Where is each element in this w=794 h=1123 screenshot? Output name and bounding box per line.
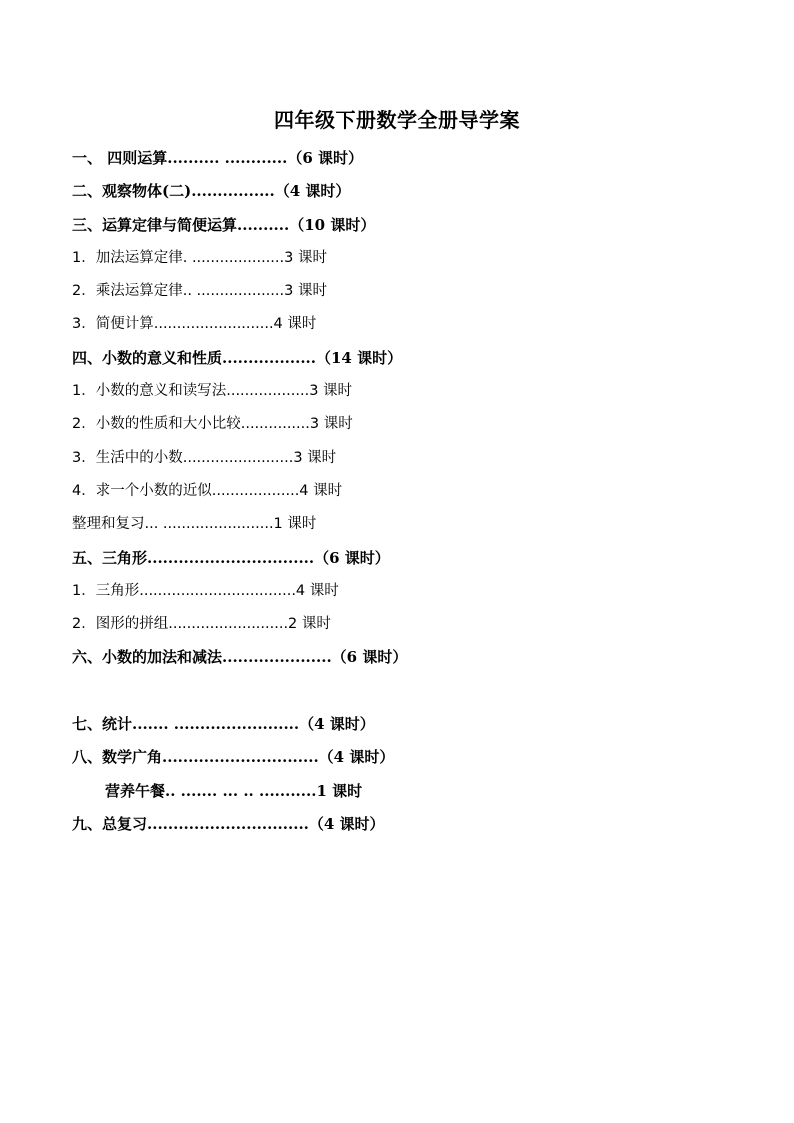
toc-unit-3-item-2: 2．乘法运算定律.. ...................3 课时 xyxy=(72,283,327,300)
toc-spacer xyxy=(72,681,752,714)
toc-unit-9: 九、总复习...............................（4 课时） xyxy=(72,814,385,833)
toc-unit-8-item-1: 营养午餐.. ....... ... .. ...........1 课时 xyxy=(105,781,363,800)
toc-unit-4-item-3: 3．生活中的小数........................3 课时 xyxy=(72,449,337,466)
toc-unit-3-item-1: 1．加法运算定律. ....................3 课时 xyxy=(72,249,327,266)
toc-unit-1: 一、 四则运算.......... ............（6 课时） xyxy=(72,149,363,167)
toc-unit-7: 七、统计....... ........................（4 课时） xyxy=(72,715,375,734)
toc-unit-4-review: 整理和复习... ........................1 课时 xyxy=(72,516,317,533)
toc-unit-3-item-3: 3．简便计算..........................4 课时 xyxy=(72,316,317,333)
toc-unit-8: 八、数学广角..............................（4 课时） xyxy=(72,748,395,767)
toc-unit-2: 二、观察物体(二)................（4 课时） xyxy=(72,182,351,201)
toc-unit-4: 四、小数的意义和性质..................（14 课时） xyxy=(72,348,403,367)
toc-unit-4-item-1: 1．小数的意义和读写法..................3 课时 xyxy=(72,383,353,400)
toc-unit-3: 三、运算定律与简便运算..........（10 课时） xyxy=(72,215,376,234)
document-title: 四年级下册数学全册导学案 xyxy=(274,108,520,132)
table-of-contents xyxy=(72,148,752,847)
toc-unit-5: 五、三角形................................（6 课时） xyxy=(72,548,390,567)
toc-unit-5-item-2: 2．图形的拼组..........................2 课时 xyxy=(72,616,331,633)
toc-unit-5-item-1: 1．三角形..................................4 课时 xyxy=(72,582,339,599)
toc-unit-4-item-2: 2．小数的性质和大小比较...............3 课时 xyxy=(72,416,353,433)
toc-unit-6: 六、小数的加法和减法.....................（6 课时） xyxy=(72,648,408,667)
toc-unit-4-item-4: 4．求一个小数的近似...................4 课时 xyxy=(72,482,343,499)
